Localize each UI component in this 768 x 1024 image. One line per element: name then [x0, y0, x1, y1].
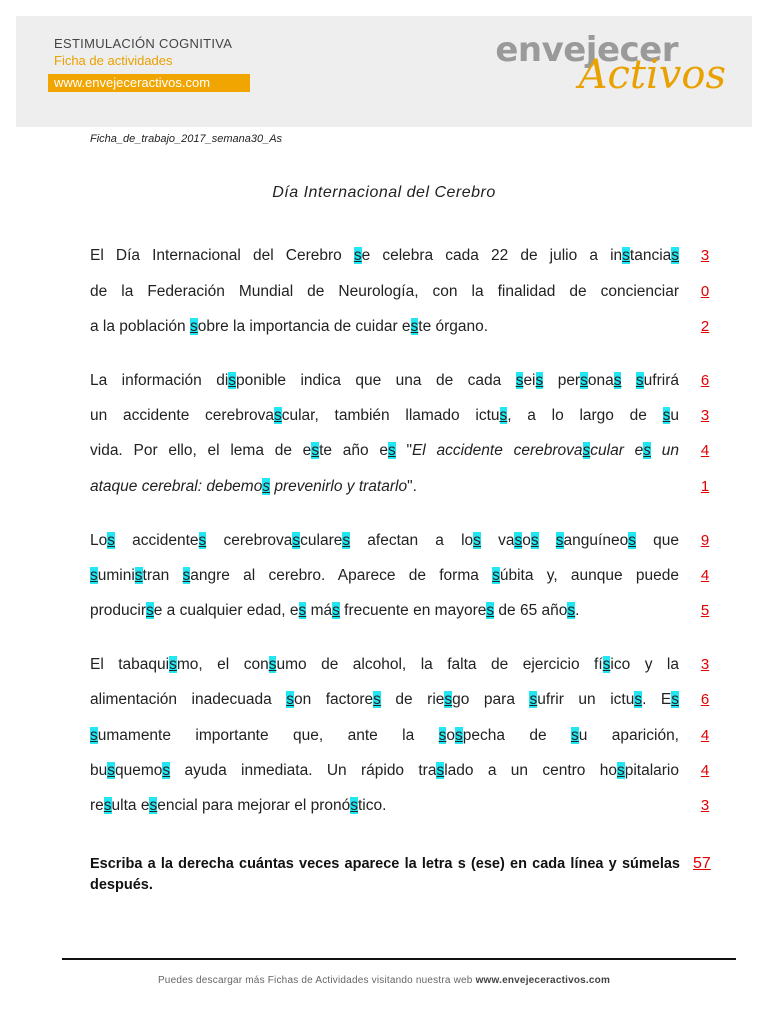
text-line: El tabaquismo, el consumo de alcohol, la falta de ejercicio físico y la	[90, 656, 679, 673]
line-count: 3	[700, 407, 710, 424]
line-count: 3	[700, 797, 710, 814]
instruction-text: Escriba a la derecha cuántas veces aparece la letra s (ese) en cada línea y súmelas después.	[90, 856, 680, 893]
line-count: 3	[700, 247, 710, 264]
line-count: 9	[700, 532, 710, 549]
header-url[interactable]: www.envejeceractivos.com	[48, 74, 250, 92]
brand-logo	[495, 30, 726, 100]
footer-divider	[62, 958, 736, 960]
line-count: 4	[700, 442, 710, 459]
logo-top-text: envejecer	[495, 30, 678, 70]
document-title: Día Internacional del Cerebro	[272, 184, 496, 201]
header-subtitle: Ficha de actividades	[54, 53, 173, 68]
text-line: sumamente importante que, ante la sospecha de su aparición,	[90, 727, 679, 744]
text-line: producirse a cualquier edad, es más frecuente en mayores de 65 años.	[90, 602, 580, 619]
line-count: 0	[700, 283, 710, 300]
text-line: ataque cerebral: debemos prevenirlo y tratarlo".	[90, 478, 417, 495]
footer-url[interactable]: www.envejeceractivos.com	[475, 975, 611, 986]
text-line: resulta esencial para mejorar el pronóstico.	[90, 797, 387, 814]
line-count: 4	[700, 727, 710, 744]
header-band	[16, 16, 752, 127]
footer-text: Puedes descargar más Fichas de Actividades visitando nuestra web	[157, 975, 473, 986]
line-count: 6	[700, 372, 710, 389]
header-title: ESTIMULACIÓN COGNITIVA	[54, 36, 233, 51]
line-count: 2	[700, 318, 710, 335]
text-line: Los accidentes cerebrovasculares afectan a los vasos sanguíneos que	[90, 532, 679, 549]
text-line: a la población sobre la importancia de cuidar este órgano.	[90, 318, 489, 335]
text-line: vida. Por ello, el lema de este año es "El accidente cerebrovascular es un	[90, 442, 679, 459]
text-line: El Día Internacional del Cerebro se celebra cada 22 de julio a instancias	[90, 247, 680, 264]
line-count: 6	[700, 691, 710, 708]
text-line: de la Federación Mundial de Neurología, con la finalidad de concienciar	[90, 283, 679, 300]
total-count: 57	[693, 855, 711, 872]
logo-bottom-text: Activos	[578, 52, 726, 98]
text-line: suministran sangre al cerebro. Aparece de forma súbita y, aunque puede	[90, 567, 679, 584]
line-count: 4	[700, 567, 710, 584]
line-count: 5	[700, 602, 710, 619]
text-line: La información disponible indica que una de cada seis personas sufrirá	[90, 372, 679, 389]
text-line: busquemos ayuda inmediata. Un rápido traslado a un centro hospitalario	[90, 762, 679, 779]
line-count: 1	[700, 478, 710, 495]
footer	[0, 975, 768, 986]
text-line: un accidente cerebrovascular, también llamado ictus, a lo largo de su	[90, 407, 679, 424]
line-count: 4	[700, 762, 710, 779]
line-count: 3	[700, 656, 710, 673]
text-line: alimentación inadecuada son factores de riesgo para sufrir un ictus. Es	[90, 691, 679, 708]
file-reference: Ficha_de_trabajo_2017_semana30_As	[90, 133, 283, 145]
